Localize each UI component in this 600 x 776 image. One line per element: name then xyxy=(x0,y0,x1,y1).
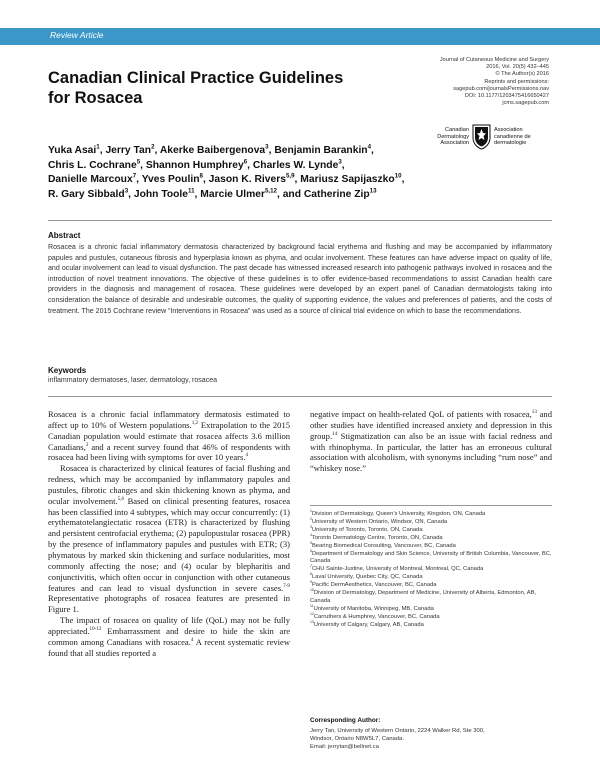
affiliation: $^6$Department of Dermatology and Skin Science, University of British Columbia, Vancouver, BC, Canada xyxy=(310,548,552,565)
logo-en-line: Canadian xyxy=(445,127,469,133)
affiliation: $^7$CHU Sainte-Justine, University of Montreal, Montreal, QC, Canada xyxy=(310,564,484,573)
affiliation: $^2$University of Western Ontario, Windsor, ON, Canada xyxy=(310,516,448,525)
author: Shannon Humphrey$^6$, xyxy=(145,158,253,171)
author: Akerke Baibergenova$^3$, xyxy=(159,143,275,156)
body-paragraph: negative impact on health-related QoL of patients with rosacea,$^{13}$ and other studies have identified increased anxiety and depression in this group.$^{14}$ Stigmatization can also be an issue with facial redness and with rhinophyma. In particular, the latter has an erroneous cultural association with alcoholism, with synonyms including “rum nose” and “whiskey nose.” xyxy=(310,409,552,474)
body-column-left xyxy=(48,409,290,658)
section-label: Review Article xyxy=(50,30,104,40)
corresponding-email[interactable]: Email: jerrytan@bellnet.ca xyxy=(310,744,379,750)
section-bar xyxy=(0,28,600,45)
body-paragraph: Rosacea is characterized by clinical features of facial flushing and redness, which may be accompanied by inflammatory papules and pustules, fibrotic changes and skin thickening known as phyma, and ocular involvement.$^{5,6}$ Based on clinical presenting features, rosacea has been classified into 4 subtypes, which may occur concurrently: (1) erythematotelangiectatic rosacea (ETR) is characterized by flushing and persistent centrofacial erythema; (2) papulopustular rosacea (PPR) by the presence of inflammatory papules and pustules with ETR; (3) phymatous by marked skin thickening and surface nodularities, most commonly affecting the nose; and (4) ocular by blepharitis and conjunctivitis, which often occur in conjunction with other cutaneous features and can lead to visual dysfunction in severe cases.$^{7-9}$ Representative photographs of rosacea features are presented in Figure 1. xyxy=(48,463,290,615)
logo-french xyxy=(494,127,554,147)
author: Jerry Tan$^2$, xyxy=(105,143,160,156)
title-line-1: Canadian Clinical Practice Guidelines xyxy=(48,69,344,87)
keywords-text: inflammatory dermatoses, laser, dermatology, rosacea xyxy=(48,377,218,384)
journal-site[interactable]: jcms.sagepub.com xyxy=(502,100,549,107)
corresponding-heading: Corresponding Author: xyxy=(310,717,381,724)
corresponding-line: Jerry Tan, University of Western Ontario, 2224 Walker Rd, Ste 300, xyxy=(310,728,485,734)
corresponding-author xyxy=(310,727,552,751)
affiliation: $^8$Laval University, Quebec City, QC, Canada xyxy=(310,572,423,581)
body-column-right xyxy=(310,409,552,474)
affiliation: $^{10}$Division of Dermatology, Department of Medicine, University of Alberta, Edmonton, AB, Canada xyxy=(310,588,537,604)
logo-fr-line: canadienne de xyxy=(494,133,531,140)
copyright: © The Author(s) 2016 xyxy=(495,71,549,78)
reprints-label: Reprints and permissions: xyxy=(484,78,549,85)
journal-volume: 2016, Vol. 20(5) 432–445 xyxy=(486,64,549,71)
author: Catherine Zip$^{13}$ xyxy=(303,187,377,200)
author: Marcie Ulmer$^{5,12}$, and xyxy=(200,187,304,200)
title-line-2: for Rosacea xyxy=(48,89,143,107)
affiliation: $^1$Division of Dermatology, Queen’s University, Kingston, ON, Canada xyxy=(310,509,486,517)
affiliation: $^{11}$University of Manitoba, Winnipeg, MB, Canada xyxy=(310,603,434,612)
logo-en-line: Association xyxy=(440,140,469,147)
journal-name: Journal of Cutaneous Medicine and Surgery xyxy=(439,57,549,63)
affiliation: $^3$University of Toronto, Toronto, ON, Canada xyxy=(310,524,423,533)
abstract-text: Rosacea is a chronic facial inflammatory dermatosis characterized by background facial erythema and flushing and may be accompanied by inflammatory papules and pustules, cutaneous fibrosis and hyperplasia known as phyma, and ocular involvement. These features can have adverse impact on quality of life, and ocular involvement can lead to visual dysfunction. The past decade has witnessed increased research into pathogenic pathways involved in rosacea and the introduction of novel treatment innovations. The objective of these guidelines is to offer evidence-based recommendations to assist Canadian health care providers in the diagnosis and management of rosacea. These guidelines were developed by an expert panel of Canadian dermatologists taking into consideration the balance of desirable and undesirable outcomes, the quality of supporting evidence, the values and preferences of patients, and the costs of treatment. The 2015 Cochrane review “Interventions in Rosacea” was used as a source of clinical trial evidence on which to base the recommendations. xyxy=(48,244,552,315)
author: Chris L. Cochrane$^5$, xyxy=(48,158,146,171)
affiliation: $^{12}$Carruthers & Humphrey, Vancouver, BC, Canada xyxy=(310,611,440,620)
doi[interactable]: DOI: 10.1177/1203475416650427 xyxy=(464,93,549,100)
body-paragraph: The impact of rosacea on quality of life (QoL) may not be fully appreciated.$^{10-12}$ Embarrassment and desire to hide the skin are common among Canadians with rosacea.$^4$ A recent systematic review found that all studies reported a xyxy=(48,615,290,658)
author: Benjamin Barankin$^4$, xyxy=(274,143,374,156)
logo-fr-line: Association xyxy=(494,127,523,133)
journal-meta xyxy=(379,57,549,107)
corresponding-line: Windsor, Ontario N8W5L7, Canada. xyxy=(310,736,404,742)
author-list xyxy=(48,144,428,202)
reprints-link[interactable]: sagepub.com/journalsPermissions.nav xyxy=(453,85,549,92)
article-title xyxy=(48,68,388,108)
logo-english xyxy=(430,127,469,147)
abstract-heading: Abstract xyxy=(48,231,81,240)
divider xyxy=(48,396,552,397)
author: John Toole$^{11}$, xyxy=(133,187,201,200)
shield-seal-icon xyxy=(472,124,491,150)
body-paragraph: Rosacea is a chronic facial inflammatory dermatosis estimated to affect up to 10% of Western populations.$^{1,2}$ Extrapolation to the 2015 Canadian population would estimate that rosacea affects 3.6 million Canadians,$^3$ and a recent survey found that 46% of respondents with rosacea had been living with symptoms for over 10 years.$^4$ xyxy=(48,409,290,463)
author: Yves Poulin$^8$, xyxy=(141,172,209,185)
author: Danielle Marcoux$^7$, xyxy=(48,172,142,185)
logo-en-line: Dermatology xyxy=(437,133,469,140)
author: Yuka Asai$^1$, xyxy=(48,143,106,156)
affiliation: $^{13}$University of Calgary, Calgary, AB, Canada xyxy=(310,619,424,628)
divider xyxy=(48,220,552,221)
affiliations xyxy=(310,511,552,630)
affiliation: $^9$Pacific DermAesthetics, Vancouver, BC, Canada xyxy=(310,580,437,589)
author: Charles W. Lynde$^3$, xyxy=(252,158,345,171)
author: Jason K. Rivers$^{5,9}$, xyxy=(208,172,301,185)
author: Mariusz Sapijaszko$^{10}$, xyxy=(300,172,405,185)
affiliation: $^5$Bearing Biomedical Consulting, Vancouver, BC, Canada xyxy=(310,540,456,549)
keywords-heading: Keywords xyxy=(48,366,87,375)
affiliation: $^4$Toronto Dermatology Centre, Toronto, ON, Canada xyxy=(310,532,443,541)
logo-fr-line: dermatologie xyxy=(494,140,527,147)
cda-logo xyxy=(430,123,550,155)
affiliations-divider xyxy=(310,505,552,506)
author: R. Gary Sibbald$^3$, xyxy=(48,187,134,200)
